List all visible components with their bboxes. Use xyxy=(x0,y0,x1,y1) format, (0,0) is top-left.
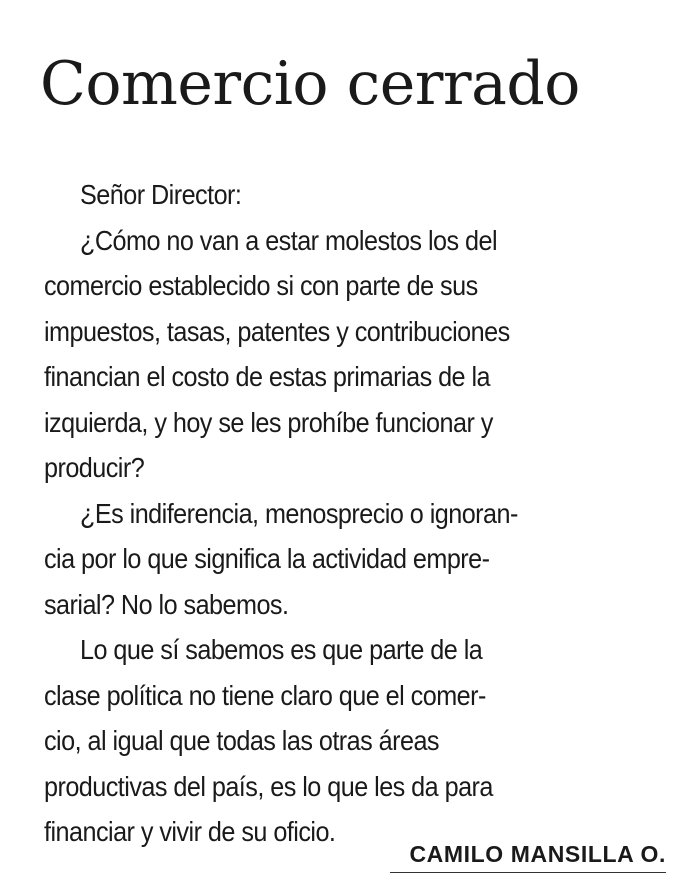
salutation: Señor Director: xyxy=(80,179,242,210)
body-line: ¿Es indiferencia, menosprecio o ignoran- xyxy=(80,497,518,529)
body-line: izquierda, y hoy se les prohíbe funcionar y xyxy=(44,406,493,438)
author-signature: CAMILO MANSILLA O. xyxy=(409,841,666,867)
body-line: cio, al igual que todas las otras áreas xyxy=(44,725,439,756)
body-line: financian el costo de estas primarias de la xyxy=(44,361,491,392)
headline: Comercio cerrado xyxy=(40,49,580,119)
body-line: sarial? No lo sabemos. xyxy=(44,588,289,620)
body-line: producir? xyxy=(44,452,145,483)
letter-body xyxy=(44,172,665,855)
body-line: ¿Cómo no van a estar molestos los del xyxy=(80,224,498,256)
signature-underline xyxy=(390,872,666,873)
body-line: productivas del país, es lo que les da para xyxy=(44,770,493,802)
body-line: cia por lo que significa la actividad empre- xyxy=(44,543,490,574)
body-line: Lo que sí sabemos es que parte de la xyxy=(80,634,483,665)
body-line: clase política no tiene claro que el comer- xyxy=(44,679,486,711)
body-line: impuestos, tasas, patentes y contribuciones xyxy=(44,315,510,347)
body-line: comercio establecido si con parte de sus xyxy=(44,270,478,301)
body-line: financiar y vivir de su oficio. xyxy=(44,816,336,847)
